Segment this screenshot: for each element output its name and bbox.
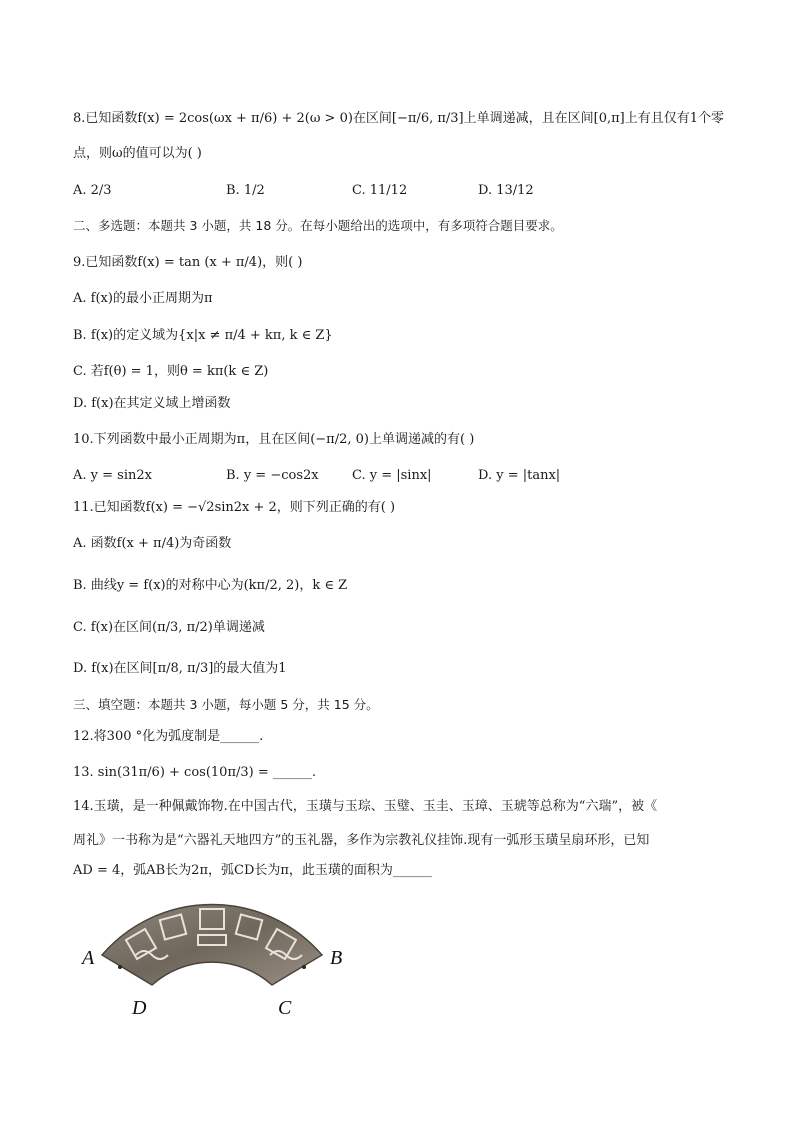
q9-stem: 9.已知函数f(x) = tan (x + π/4)，则( ) [73, 255, 303, 270]
q11-option-b: B. 曲线y = f(x)的对称中心为(kπ/2, 2)，k ∈ Z [73, 578, 348, 593]
q14-stem-line3: AD = 4，弧AB长为2π，弧CD长为π，此玉璜的面积为______ [73, 863, 432, 878]
q9-option-a: A. f(x)的最小正周期为π [73, 291, 213, 306]
q9-option-b: B. f(x)的定义域为{x|x ≠ π/4 + kπ, k ∈ Z} [73, 328, 333, 343]
jade-huang-image [80, 895, 360, 1025]
jade-hole-left [118, 965, 122, 969]
q9-option-c: C. 若f(θ) = 1，则θ = kπ(k ∈ Z) [73, 364, 269, 379]
jade-hole-right [302, 965, 306, 969]
q11-option-d: D. f(x)在区间[π/8, π/3]的最大值为1 [73, 661, 287, 676]
q10-stem: 10.下列函数中最小正周期为π，且在区间(−π/2, 0)上单调递减的有( ) [73, 432, 475, 447]
label-a: A [82, 947, 95, 969]
q8-option-d: D. 13/12 [478, 183, 534, 198]
section-multiple-choice-heading: 二、多选题：本题共 3 小题，共 18 分。在每小题给出的选项中，有多项符合题目要求。 [73, 218, 563, 233]
q14-stem-line2: 周礼》一书称为是“六器礼天地四方”的玉礼器，多作为宗教礼仪挂饰.现有一弧形玉璜呈扇环形，已知 [73, 833, 650, 848]
q8-option-a: A. 2/3 [73, 183, 112, 198]
q10-option-c: C. y = |sinx| [352, 468, 432, 483]
q11-option-a: A. 函数f(x + π/4)为奇函数 [73, 536, 232, 551]
q11-option-c: C. f(x)在区间(π/3, π/2)单调递减 [73, 620, 265, 635]
q8-stem-line2: 点，则ω的值可以为( ) [73, 146, 202, 161]
section-fill-in-heading: 三、填空题：本题共 3 小题，每小题 5 分，共 15 分。 [73, 697, 379, 712]
question-13: 13. sin(31π/6) + cos(10π/3) = ______. [73, 765, 316, 780]
q10-option-d: D. y = |tanx| [478, 468, 561, 483]
label-c: C [278, 997, 292, 1019]
q14-stem-line1: 14.玉璜，是一种佩戴饰物.在中国古代，玉璜与玉琮、玉璧、玉圭、玉璋、玉琥等总称为“六瑞”，被《 [73, 799, 658, 814]
q10-option-b: B. y = −cos2x [226, 468, 319, 483]
q8-option-c: C. 11/12 [352, 183, 408, 198]
q11-stem: 11.已知函数f(x) = −√2sin2x + 2，则下列正确的有( ) [73, 500, 396, 515]
q8-option-b: B. 1/2 [226, 183, 265, 198]
question-12: 12.将300 °化为弧度制是______. [73, 729, 264, 744]
label-d: D [132, 997, 147, 1019]
jade-huang-figure [80, 895, 360, 1025]
q9-option-d: D. f(x)在其定义域上增函数 [73, 396, 231, 411]
q8-stem-line1: 8.已知函数f(x) = 2cos(ωx + π/6) + 2(ω > 0)在区间[−π/6, π/3]上单调递减，且在区间[0,π]上有且仅有1个零 [73, 111, 724, 126]
label-b: B [330, 947, 343, 969]
q10-option-a: A. y = sin2x [73, 468, 152, 483]
